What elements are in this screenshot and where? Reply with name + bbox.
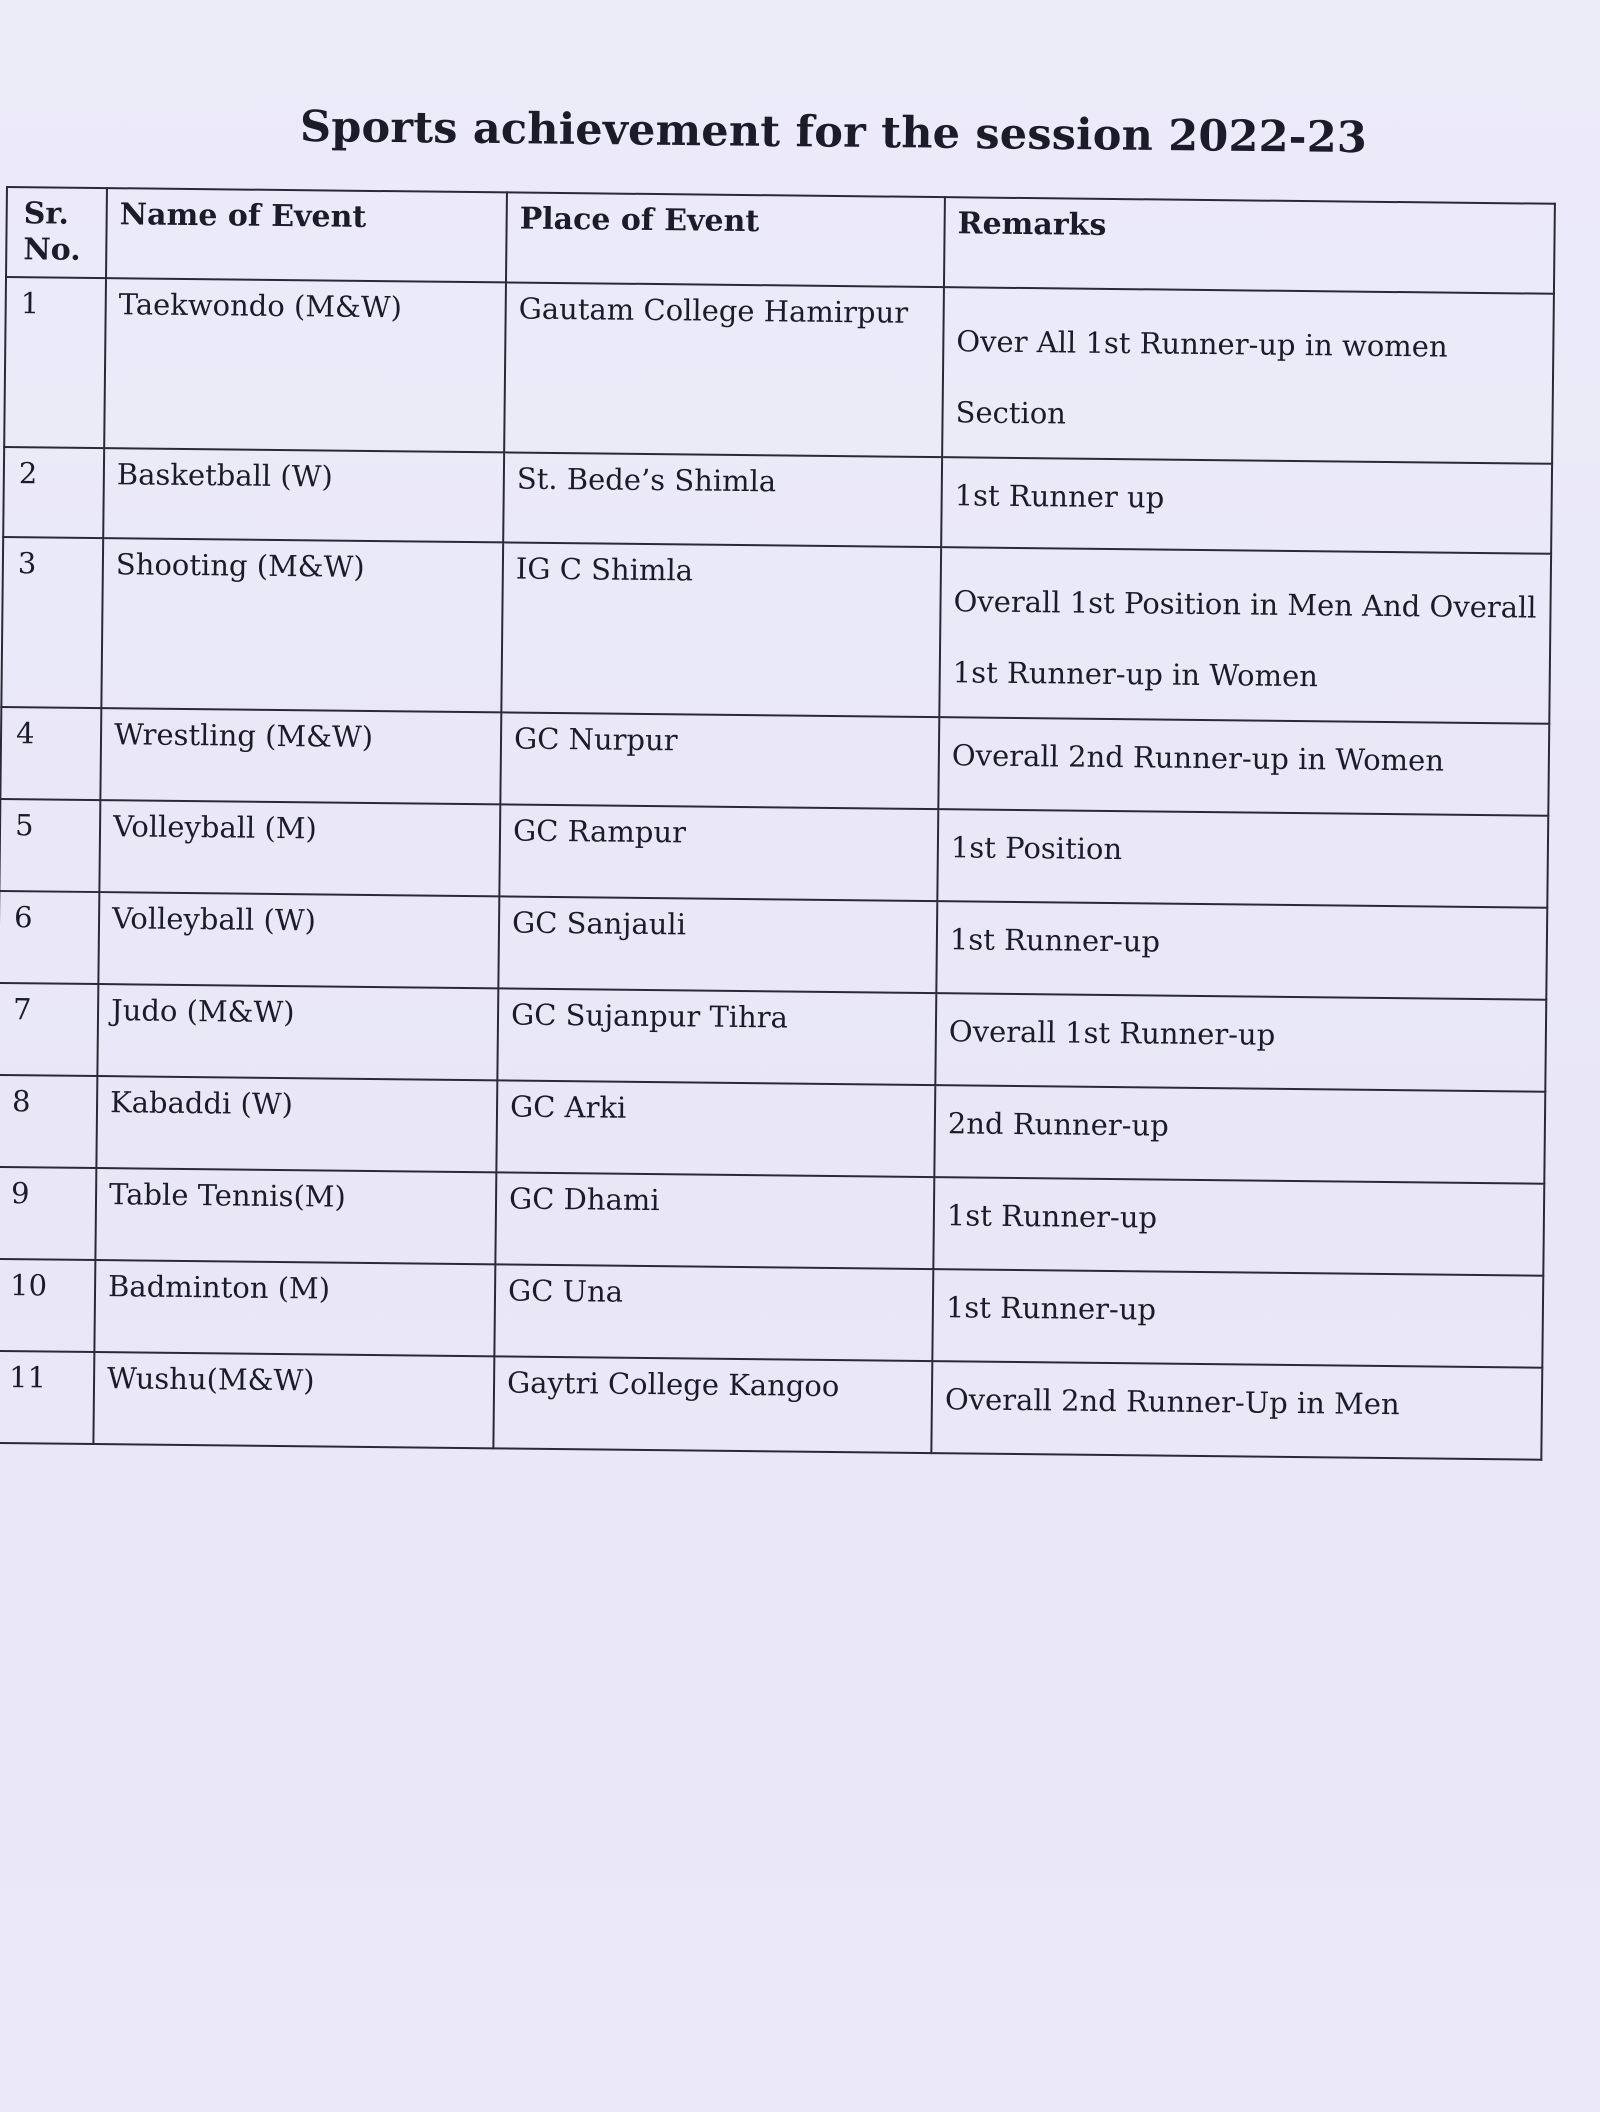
cell-place: GC Una <box>494 1265 933 1362</box>
cell-event: Volleyball (M) <box>99 800 500 896</box>
cell-sr: 2 <box>3 447 104 538</box>
cell-remarks: 2nd Runner-up <box>934 1085 1545 1184</box>
cell-place: IG C Shimla <box>501 542 941 717</box>
cell-sr: 1 <box>4 277 106 448</box>
cell-sr: 5 <box>0 799 100 892</box>
cell-event: Taekwondo (M&W) <box>104 278 506 452</box>
table-row <box>0 891 1547 1000</box>
cell-sr: 11 <box>0 1351 94 1444</box>
table-row <box>3 447 1552 554</box>
header-sr-no: Sr. No. <box>6 187 107 278</box>
cell-event: Kabaddi (W) <box>96 1076 497 1172</box>
cell-sr: 4 <box>0 707 101 800</box>
cell-sr: 10 <box>0 1259 95 1352</box>
cell-place: GC Rampur <box>499 805 938 902</box>
cell-remarks: Overall 2nd Runner-Up in Men <box>931 1361 1542 1460</box>
cell-event: Volleyball (W) <box>98 892 499 988</box>
table-row <box>0 983 1546 1092</box>
table-row <box>1 537 1551 724</box>
table-row <box>0 1259 1543 1368</box>
cell-place: GC Dhami <box>495 1173 934 1270</box>
cell-place: St. Bede’s Shimla <box>503 452 942 547</box>
table-row <box>0 799 1548 908</box>
cell-place: Gaytri College Kangoo <box>493 1357 932 1454</box>
cell-place: GC Arki <box>496 1081 935 1178</box>
cell-sr: 8 <box>0 1075 97 1168</box>
cell-place: GC Sanjauli <box>498 897 937 994</box>
table-header-row <box>6 187 1555 294</box>
cell-sr: 6 <box>0 891 99 984</box>
table-row <box>0 1167 1544 1276</box>
cell-place: GC Nurpur <box>500 713 939 810</box>
cell-remarks: 1st Runner up <box>941 457 1552 554</box>
cell-sr: 3 <box>1 537 103 708</box>
header-place-of-event: Place of Event <box>506 192 945 287</box>
cell-event: Shooting (M&W) <box>101 538 503 712</box>
table-row <box>4 277 1554 464</box>
cell-remarks: 1st Runner-up <box>932 1269 1543 1368</box>
achievements-table <box>0 186 1556 1461</box>
cell-event: Basketball (W) <box>103 448 504 542</box>
cell-sr: 9 <box>0 1167 96 1260</box>
cell-remarks: Overall 1st Position in Men And Overall 1st Runner-up in Women <box>939 547 1551 724</box>
header-name-of-event: Name of Event <box>106 188 507 282</box>
cell-remarks: 1st Position <box>937 809 1548 908</box>
header-remarks: Remarks <box>944 197 1555 294</box>
table-row <box>0 1351 1542 1460</box>
cell-event: Wrestling (M&W) <box>100 708 501 804</box>
cell-remarks: Overall 1st Runner-up <box>935 993 1546 1092</box>
table-row <box>0 707 1549 816</box>
cell-remarks: Over All 1st Runner-up in women Section <box>942 287 1554 464</box>
table-row <box>0 1075 1545 1184</box>
cell-place: GC Sujanpur Tihra <box>497 989 936 1086</box>
cell-remarks: 1st Runner-up <box>936 901 1547 1000</box>
cell-place: Gautam College Hamirpur <box>504 282 944 457</box>
cell-event: Table Tennis(M) <box>95 1168 496 1264</box>
cell-event: Badminton (M) <box>94 1260 495 1356</box>
cell-remarks: Overall 2nd Runner-up in Women <box>938 717 1549 816</box>
cell-remarks: 1st Runner-up <box>933 1177 1544 1276</box>
cell-sr: 7 <box>0 983 98 1076</box>
cell-event: Judo (M&W) <box>97 984 498 1080</box>
achievements-table-container <box>0 186 1554 1461</box>
cell-event: Wushu(M&W) <box>93 1352 494 1448</box>
page-title: Sports achievement for the session 2022-23 <box>299 102 1368 164</box>
